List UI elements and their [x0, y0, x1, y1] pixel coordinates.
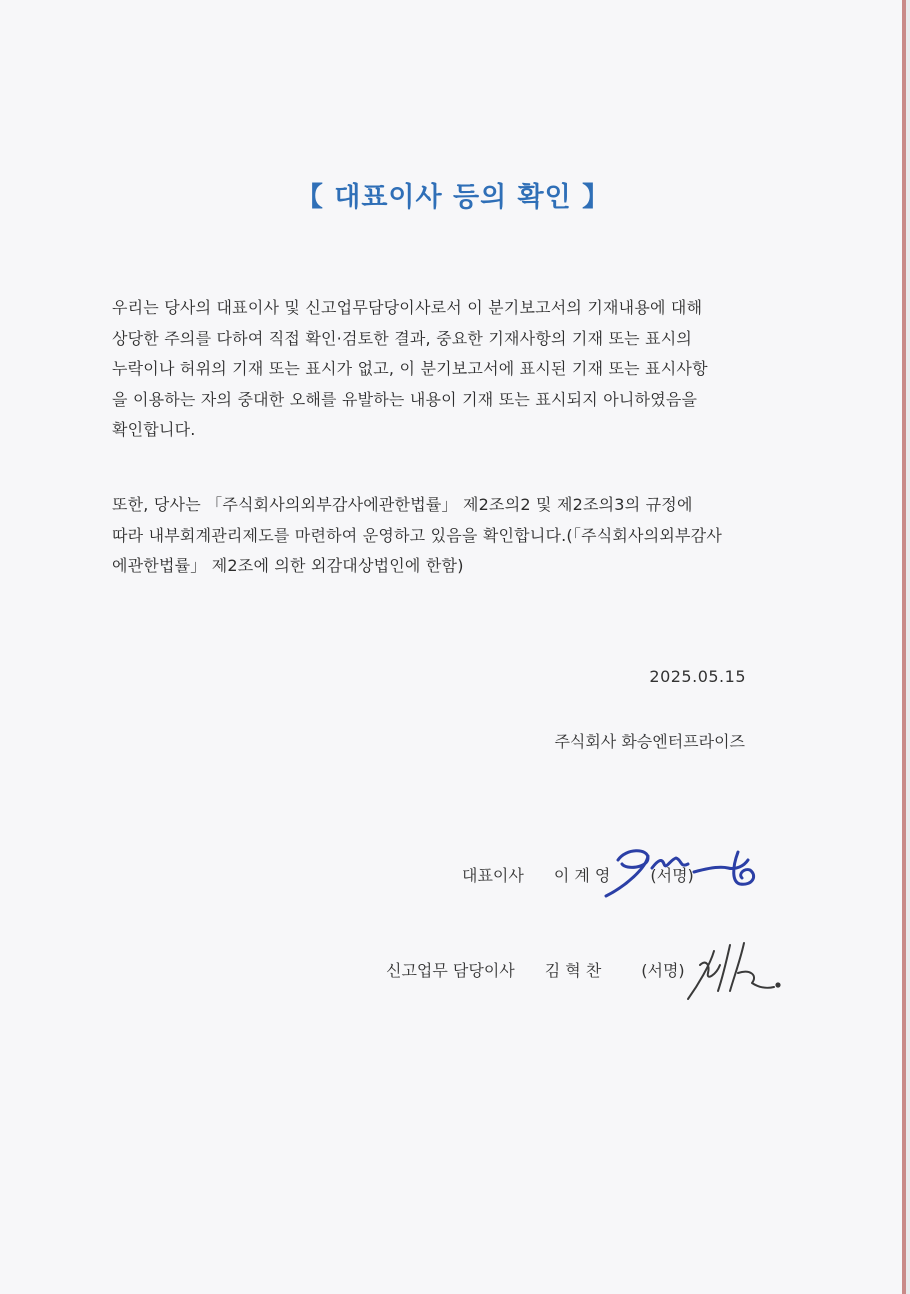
officer-title: 신고업무 담당이사 [386, 961, 515, 980]
paragraph-line: 을 이용하는 자의 중대한 오해를 유발하는 내용이 기재 또는 표시되지 아니하였음을 [112, 389, 698, 409]
paragraph-line: 확인합니다. [112, 420, 196, 439]
paragraph-line: 우리는 당사의 대표이사 및 신고업무담당이사로서 이 분기보고서의 기재내용에 대해 [112, 298, 703, 317]
officer-signature-icon [680, 935, 790, 1007]
paragraph-line: 따라 내부회계관리제도를 마련하여 운영하고 있음을 확인합니다.(「주식회사의외부감사 [112, 525, 722, 545]
officer-seal-label: (서명) [641, 961, 685, 980]
representative-name: 이 계 영 [553, 866, 611, 885]
representative-seal-label: (서명) [650, 866, 694, 885]
document-title: 【 대표이사 등의 확인 】 [295, 182, 611, 213]
officer-signature-line [386, 958, 685, 981]
document-date: 2025.05.15 [649, 667, 746, 686]
internal-control-paragraph [112, 490, 792, 582]
paragraph-line: 상당한 주의를 다하여 직접 확인·검토한 결과, 중요한 기재사항의 기재 또는 표시의 [112, 328, 693, 348]
confirmation-paragraph [112, 293, 792, 446]
paragraph-line: 또한, 당사는 「주식회사의외부감사에관한법률」 제2조의2 및 제2조의3의 규정에 [112, 495, 693, 514]
representative-title: 대표이사 [462, 866, 524, 885]
representative-signature-icon [596, 838, 776, 910]
officer-name: 김 혁 찬 [544, 961, 602, 980]
company-name: 주식회사 화승엔터프라이즈 [554, 732, 745, 751]
paragraph-line: 누락이나 허위의 기재 또는 표시가 없고, 이 분기보고서에 표시된 기재 또는 표시사항 [112, 359, 708, 378]
paragraph-line: 에관한법률」 제2조에 의한 외감대상법인에 한함) [112, 556, 464, 575]
